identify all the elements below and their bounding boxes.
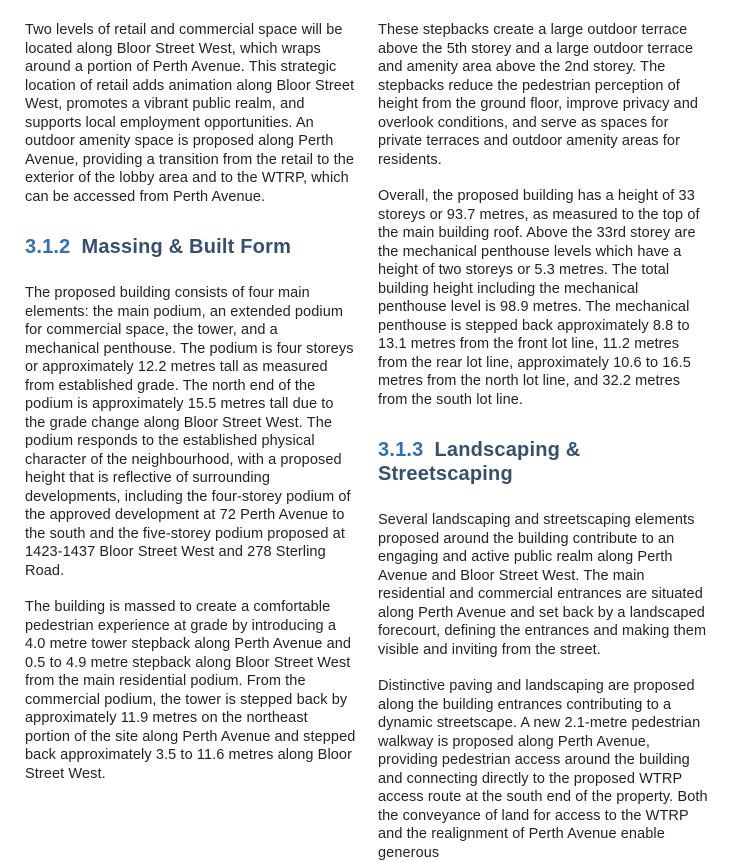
section-heading-3-1-2	[25, 235, 356, 259]
paragraph-building-massing: The building is massed to create a comfortable pedestrian experience at grade by introducing a 4.0 metre tower stepback along Perth Avenue and 0.5 to 4.9 metre stepback along Bloor Street West from the main residential podium. From the commercial podium, the tower is stepped back by approximately 11.9 metres on the northeast portion of the site along Perth Avenue and stepped back approximately 3.5 to 11.6 metres along Bloor Street West.	[25, 599, 356, 782]
paragraph-paving-walkway: Distinctive paving and landscaping are proposed along the building entrances contributing to a dynamic streetscape. A new 2.1-metre pedestrian walkway is proposed along Perth Avenue, providing pedestrian access around the building and connecting directly to the proposed WTRP access route at the south end of the property. Both the conveyance of land for access to the WTRP and the realignment of Perth Avenue enable generous	[378, 678, 708, 861]
left-column	[25, 21, 356, 810]
right-column	[378, 21, 709, 861]
section-number: 3.1.3	[378, 439, 424, 461]
section-heading-3-1-3	[378, 438, 709, 486]
paragraph-stepbacks-terraces: These stepbacks create a large outdoor terrace above the 5th storey and a large outdoor terrace and amenity area above the 2nd storey. The stepbacks reduce the pedestrian perception of height from the ground floor, improve privacy and overlook conditions, and serve as spaces for private terraces and outdoor amenity areas for residents.	[378, 22, 699, 168]
paragraph-retail-commercial: Two levels of retail and commercial space will be located along Bloor Street West, which wraps around a portion of Perth Avenue. This strategic location of retail adds animation along Bloor Street West, promotes a vibrant public realm, and supports local employment opportunities. An outdoor amenity space is proposed along Perth Avenue, providing a transition from the retail to the exterior of the lobby area and to the WTRP, which can be accessed from Perth Avenue.	[25, 22, 355, 205]
paragraph-building-elements: The proposed building consists of four main elements: the main podium, an extended podium for commercial space, the tower, and a mechanical penthouse. The podium is four storeys or approximately 12.2 metres tall as measured from established grade. The north end of the podium is approximately 15.5 metres tall due to the grade change along Bloor Street West. The podium responds to the established physical character of the neighbourhood, with a proposed height that is reflective of surrounding developments, including the four-storey podium of the approved development at 72 Perth Avenue to the south and the five-storey podium proposed at 1423-1437 Bloor Street West and 278 Sterling Road.	[25, 285, 354, 579]
section-number: 3.1.2	[25, 236, 71, 258]
paragraph-landscaping-elements: Several landscaping and streetscaping elements proposed around the building contribute to an engaging and active public realm along Perth Avenue and Bloor Street West. The main residential and commercial entrances are situated along Perth Avenue and set back by a landscaped forecourt, defining the entrances and making them visible and inviting from the street.	[378, 512, 707, 658]
paragraph-building-height: Overall, the proposed building has a height of 33 storeys or 93.7 metres, as measured to the top of the main building roof. Above the 33rd storey are the mechanical penthouse levels which have a height of two storeys or 5.3 metres. The total building height including the mechanical penthouse level is 98.9 metres. The mechanical penthouse is stepped back approximately 8.8 to 13.1 metres from the front lot line, 11.2 metres from the rear lot line, approximately 10.6 to 16.5 metres from the north lot line, and 32.2 metres from the south lot line.	[378, 188, 700, 408]
section-title: Massing & Built Form	[81, 236, 292, 258]
section-title: Landscaping & Streetscaping	[378, 439, 581, 485]
